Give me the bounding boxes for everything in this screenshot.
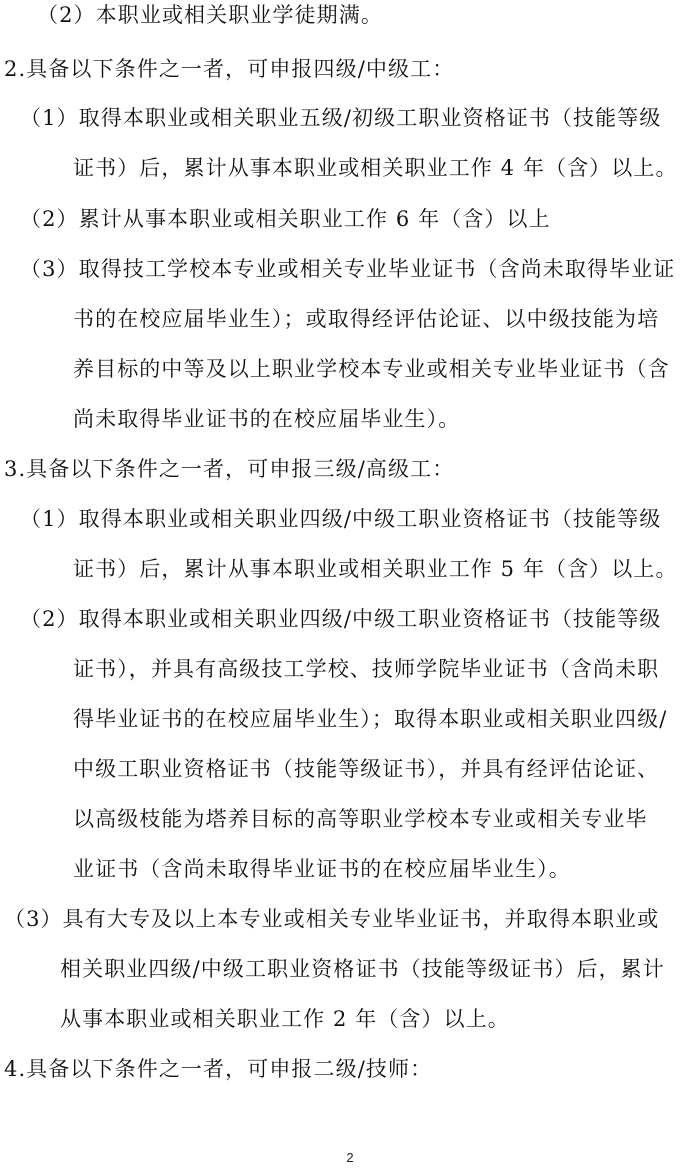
text-line: 证书）后，累计从事本职业或相关职业工作 4 年（含）以上。 [73, 156, 678, 180]
text-line: （2）本职业或相关职业学徒期满。 [37, 3, 383, 27]
text-line: 证书），并具有高级技工学校、技师学院毕业证书（含尚未职 [73, 657, 660, 681]
section-heading: 3.具备以下条件之一者，可申报三级/高级工： [4, 457, 455, 481]
text-line: 尚未取得毕业证书的在校应届毕业生）。 [73, 407, 461, 431]
text-line: 得毕业证书的在校应届毕业生）；取得本职业或相关职业四级/ [73, 707, 668, 731]
section-heading: 2.具备以下条件之一者，可申报四级/中级工： [4, 57, 455, 81]
text-line: 证书）后，累计从事本职业或相关职业工作 5 年（含）以上。 [73, 557, 678, 581]
text-line: 以高级枝能为塔养目标的高等职业学校本专业或相关专业毕 [73, 807, 648, 831]
text-line: （3）具有大专及以上本专业或相关专业毕业证书，并取得本职业或 [4, 907, 660, 931]
text-line: （1）取得本职业或相关职业五级/初级工职业资格证书（技能等级 [20, 106, 662, 130]
text-line: 中级工职业资格证书（技能等级证书），并具有经评估论证、 [73, 757, 660, 781]
text-line: 书的在校应届毕业生）；或取得经评估论证、以中级技能为培 [73, 307, 660, 331]
text-line: （3）取得技工学校本专业或相关专业毕业证书（含尚未取得毕业证 [20, 257, 676, 281]
text-line: 从事本职业或相关职业工作 2 年（含）以上。 [60, 1007, 510, 1031]
page-number: 2 [346, 1150, 354, 1165]
text-line: （2）累计从事本职业或相关职业工作 6 年（含）以上 [20, 207, 551, 231]
text-line: 相关职业四级/中级工职业资格证书（技能等级证书）后，累计 [60, 957, 665, 981]
text-line: 养目标的中等及以上职业学校本专业或相关专业毕业证书（含 [73, 357, 670, 381]
text-line: 业证书（含尚未取得毕业证书的在校应届毕业生）。 [73, 857, 571, 881]
text-line: （1）取得本职业或相关职业四级/中级工职业资格证书（技能等级 [20, 507, 662, 531]
section-heading: 4.具备以下条件之一者，可申报二级/技师： [4, 1057, 433, 1081]
text-line: （2）取得本职业或相关职业四级/中级工职业资格证书（技能等级 [20, 607, 662, 631]
